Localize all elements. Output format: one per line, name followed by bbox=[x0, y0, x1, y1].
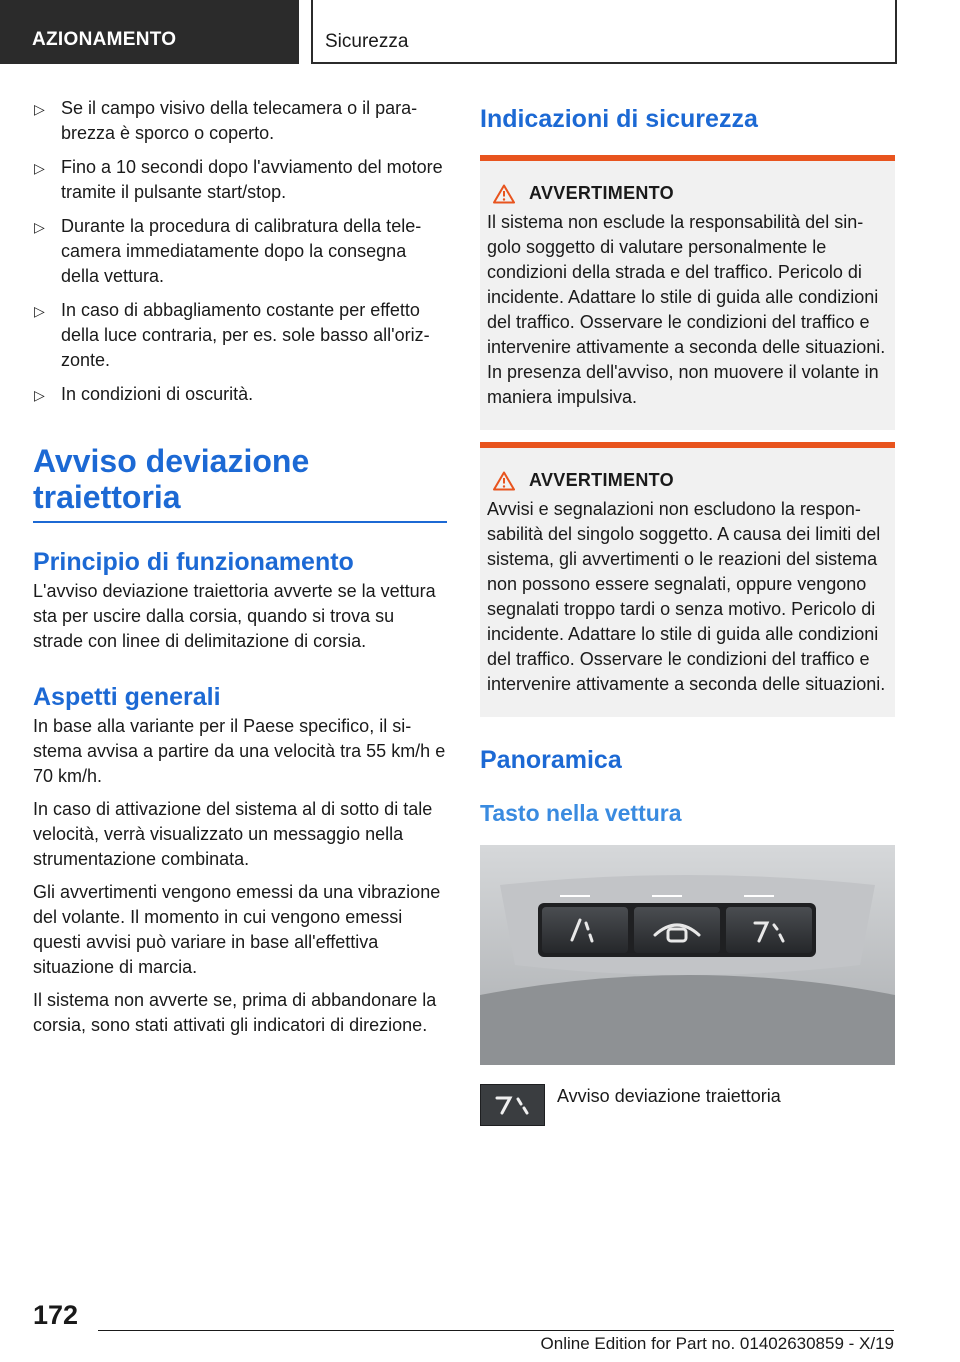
triangle-bullet-icon: ▷ bbox=[34, 101, 45, 117]
list-item: ▷ In condizioni di oscurità. bbox=[33, 382, 447, 407]
triangle-bullet-icon: ▷ bbox=[34, 160, 45, 176]
general-paragraph: Il sistema non avverte se, prima di abbandonare la corsia, sono stati attivati gli indicatori di direzione. bbox=[33, 990, 437, 1035]
warning-label: AVVERTIMENTO bbox=[529, 470, 674, 490]
warning-label: AVVERTIMENTO bbox=[529, 183, 674, 203]
general-paragraph: In caso di attivazione del sistema al di sotto di tale velocità, verrà visualizzato un messaggio nella strumentazione combinata. bbox=[33, 799, 433, 869]
header-chapter-label: Sicurezza bbox=[325, 31, 409, 52]
warning-box bbox=[480, 442, 895, 717]
list-item: ▷ Durante la procedura di calibratura della telecamera immediatamente dopo la consegna della vettura. bbox=[34, 216, 422, 286]
triangle-bullet-icon: ▷ bbox=[34, 219, 45, 235]
header-section-label: AZIONAMENTO bbox=[32, 29, 177, 50]
lane-departure-icon bbox=[480, 1084, 545, 1126]
legend-row bbox=[480, 1084, 895, 1126]
general-paragraph: Gli avvertimenti vengono emessi da una vibrazione del volante. Il momento in cui vengono emessi questi avvisi può variare in base all'effettiva situazione di marcia. bbox=[33, 882, 441, 977]
list-item: ▷ In caso di abbagliamento costante per effetto della luce contraria, per es. sole basso all'orizzonte. bbox=[34, 300, 430, 370]
right-column bbox=[480, 96, 895, 1126]
warning-text: Avvisi e segnalazioni non escludono la responsabilità del singolo soggetto. A causa dei limiti del sistema, gli avvertimenti o le reazioni del sistema non possono essere segnalati, oppure vengono segnalati troppo tardi o senza motivo. Pericolo di incidente. Adattare lo stile di guida alle condizioni del traffico. Osservare le condizioni del traffico e intervenire attivamente a seconda delle situazioni. bbox=[487, 499, 886, 694]
list-item: ▷ Fino a 10 secondi dopo l'avviamento del motore tramite il pulsante start/stop. bbox=[34, 157, 443, 202]
general-paragraph: In base alla variante per il Paese specifico, il sistema avvisa a partire da una velocità tra 55 km/h e 70 km/h. bbox=[33, 716, 446, 786]
triangle-bullet-icon: ▷ bbox=[34, 387, 45, 403]
subsection-title-general: Aspetti generali bbox=[33, 683, 221, 711]
footer-divider bbox=[98, 1330, 894, 1331]
header-section-tab bbox=[0, 0, 299, 64]
triangle-bullet-icon: ▷ bbox=[34, 303, 45, 319]
condition-list bbox=[33, 96, 447, 407]
page-number: 172 bbox=[33, 1300, 79, 1330]
header-chapter-box bbox=[311, 0, 897, 64]
button-panel-photo bbox=[480, 845, 895, 1065]
warning-triangle-icon bbox=[493, 471, 515, 491]
principle-text: L'avviso deviazione traiettoria avverte se la vettura sta per uscire dalla corsia, quando si trova su strade con linee di delimitazione di corsia. bbox=[33, 581, 436, 651]
warning-text: Il sistema non esclude la responsabilità del singolo soggetto di valutare personalmente le condizioni della strada e del traffico. Pericolo di incidente. Adattare lo stile di guida alle condizioni del traffico. Osservare le condizioni del traffico e intervenire attivamente a seconda delle situazioni. In presenza dell'avviso, non muovere il volante in maniera impulsiva. bbox=[487, 212, 886, 407]
button-location-title: Tasto nella vettura bbox=[480, 800, 682, 826]
left-column bbox=[33, 96, 447, 1046]
edition-note: Online Edition for Part no. 01402630859 - X/19 bbox=[540, 1334, 894, 1353]
subsection-title-principle: Principio di funzionamento bbox=[33, 548, 354, 576]
section-heading: Avviso deviazione traiettoria bbox=[33, 443, 447, 523]
warning-box bbox=[480, 155, 895, 430]
button-panel-illustration bbox=[480, 845, 895, 1065]
legend-text: Avviso deviazione traiettoria bbox=[557, 1086, 781, 1106]
safety-title: Indicazioni di sicurezza bbox=[480, 105, 758, 133]
overview-title: Panoramica bbox=[480, 746, 622, 774]
warning-triangle-icon bbox=[493, 184, 515, 204]
list-item: ▷ Se il campo visivo della telecamera o il parabrezza è sporco o coperto. bbox=[34, 98, 418, 143]
